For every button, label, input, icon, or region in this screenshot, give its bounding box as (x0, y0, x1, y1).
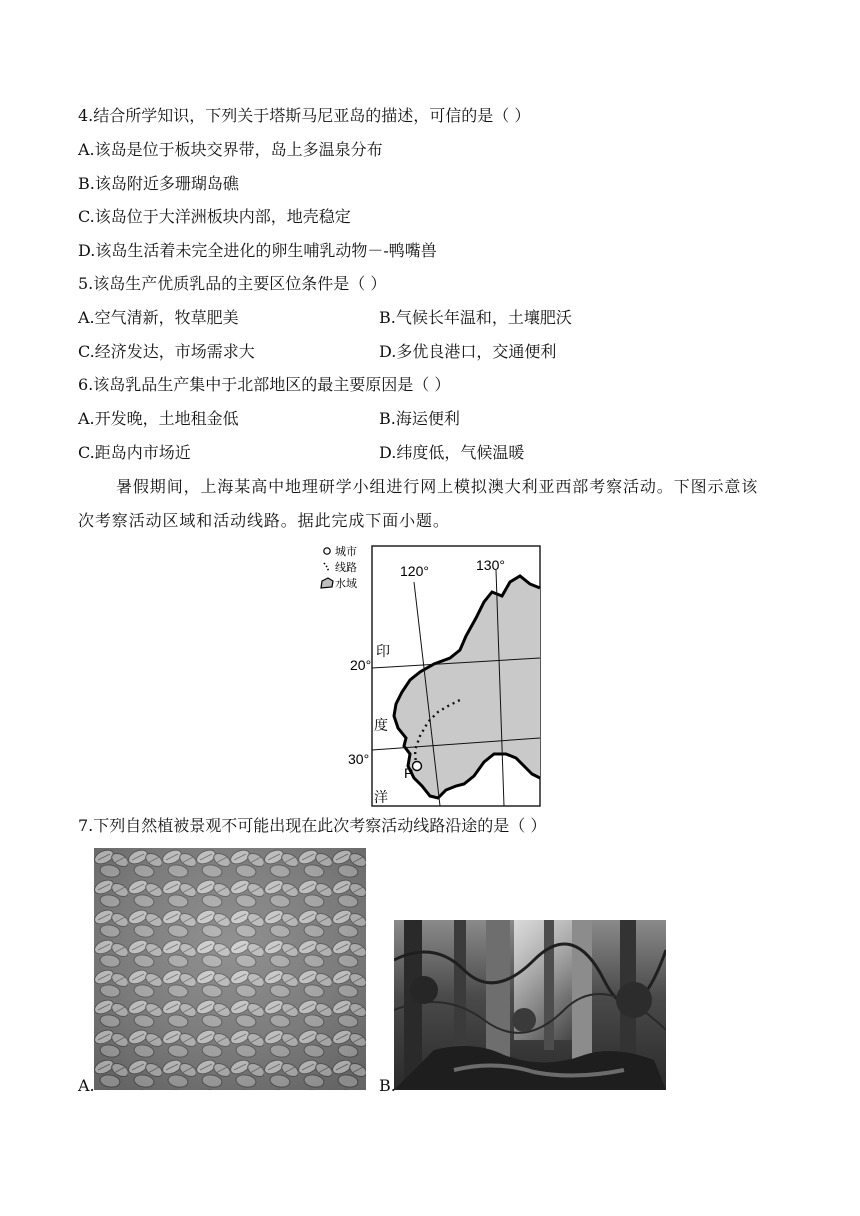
legend-route-label: 线路 (335, 561, 357, 574)
lat-label-20: 20° (350, 657, 372, 673)
q4-option-c: C.该岛位于大洋洲板块内部，地壳稳定 (78, 207, 351, 226)
lon-label-130: 130° (476, 557, 505, 573)
legend-water-icon (321, 578, 333, 588)
legend-city-label: 城市 (335, 545, 357, 558)
map-legend (321, 545, 357, 590)
rainforest-photo (394, 920, 666, 1090)
legend-route-icon (324, 563, 329, 572)
intro-line-2: 次考察活动区域和活动线路。据此完成下面小题。 (78, 511, 450, 530)
intro-paragraph (78, 477, 784, 531)
australia-route-map (314, 540, 546, 808)
q7-option-b-label: B. (379, 1076, 396, 1095)
city-p-marker (413, 762, 422, 771)
q5-option-a: A.空气清新，牧草肥美 (78, 308, 239, 327)
intro-line-1: 暑假期间，上海某高中地理研学小组进行网上模拟澳大利亚西部考察活动。下图示意该 (116, 477, 759, 496)
q4-option-d: D.该岛生活着未完全进化的卵生哺乳动物－-鸭嘴兽 (78, 241, 437, 260)
q5-option-d: D.多优良港口，交通便利 (379, 342, 557, 361)
lat-label-30: 30° (348, 751, 370, 767)
q7-stem: 7.下列自然植被景观不可能出现在此次考察活动线路沿途的是（ ） (78, 816, 547, 835)
q6-stem: 6.该岛乳品生产集中于北部地区的最主要原因是（ ） (78, 375, 451, 394)
shrub-foliage-photo (94, 848, 366, 1090)
lon-label-120: 120° (400, 563, 429, 579)
q4-stem: 4.结合所学知识，下列关于塔斯马尼亚岛的描述，可信的是（ ） (78, 106, 531, 125)
q5-option-b: B.气候长年温和，土壤肥沃 (379, 308, 572, 327)
ocean-char-1: 印 (376, 644, 390, 660)
q5-stem: 5.该岛生产优质乳品的主要区位条件是（ ） (78, 274, 387, 293)
ocean-char-2: 度 (374, 718, 388, 734)
legend-water-label: 水域 (335, 577, 357, 590)
q5-option-c: C.经济发达，市场需求大 (78, 342, 255, 361)
q7-option-a-label: A. (78, 1076, 95, 1095)
q6-option-d: D.纬度低，气候温暖 (379, 443, 525, 462)
city-p-label: P (404, 765, 414, 781)
q6-option-c: C.距岛内市场近 (78, 443, 191, 462)
legend-city-icon (324, 548, 330, 554)
q6-option-b: B.海运便利 (379, 409, 460, 428)
ocean-char-3: 洋 (374, 790, 388, 806)
q4-option-b: B.该岛附近多珊瑚岛礁 (78, 174, 239, 193)
q6-option-a: A.开发晚，土地租金低 (78, 409, 239, 428)
q4-option-a: A.该岛是位于板块交界带，岛上多温泉分布 (78, 140, 383, 159)
